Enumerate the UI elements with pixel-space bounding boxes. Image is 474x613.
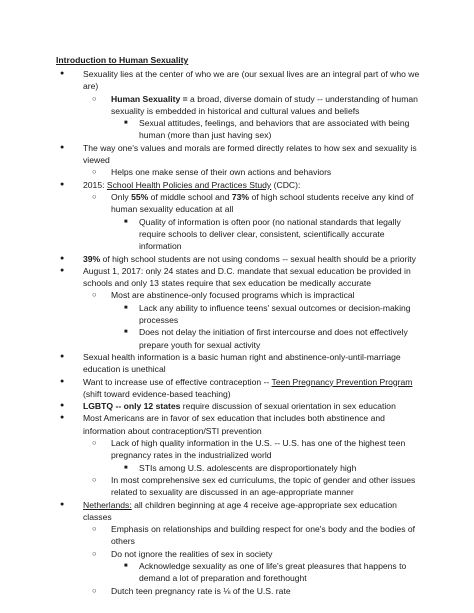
- text-run: all children beginning at age 4 receive age-appropriate sex education: [131, 499, 397, 510]
- list-item-text: [83, 400, 396, 412]
- text-run: The way one's values and morals are formed directly relates to how sex and sexuality is: [83, 142, 417, 153]
- text-line: [83, 265, 411, 277]
- hollow-circle-bullet-icon: ○: [92, 585, 97, 595]
- filled-circle-bullet-icon: ●: [60, 352, 65, 360]
- list-item-text: [111, 474, 415, 499]
- square-bullet-icon: ■: [124, 304, 128, 311]
- text-run: Only: [111, 192, 132, 202]
- hollow-circle-bullet-icon: ○: [92, 438, 97, 447]
- filled-circle-bullet-icon: ●: [60, 143, 65, 151]
- hollow-circle-bullet-icon: ○: [92, 524, 97, 534]
- text-line: [139, 560, 406, 572]
- list-item-text: [111, 437, 405, 462]
- text-line: [111, 437, 405, 449]
- text-line: [83, 253, 416, 265]
- square-bullet-icon: ■: [124, 464, 128, 471]
- text-line: [111, 523, 415, 535]
- text-line: [83, 179, 300, 191]
- text-run: of high school students receive any kind of: [249, 192, 414, 202]
- list-item-text: [83, 351, 401, 376]
- text-line: [83, 154, 417, 166]
- text-line: [139, 228, 401, 240]
- text-line: [83, 142, 417, 154]
- list-item-text: [139, 326, 408, 351]
- list-item-text: [83, 253, 416, 265]
- text-line: [111, 585, 291, 597]
- text-run: human sexuality education at all: [111, 204, 234, 215]
- list-item-text: [111, 93, 418, 118]
- text-line: [83, 351, 401, 363]
- text-line: [111, 289, 355, 301]
- text-line: [139, 302, 411, 314]
- text-run: Most are abstinence-only focused programs which is impractical: [111, 290, 355, 301]
- list-item-text: [83, 179, 300, 191]
- text-line: [83, 363, 401, 375]
- text-line: [83, 425, 385, 437]
- text-line: [83, 400, 396, 412]
- text-line: [111, 548, 272, 560]
- text-run: (CDC):: [271, 179, 301, 190]
- list-item-text: [83, 142, 417, 167]
- filled-circle-bullet-icon: ●: [60, 377, 65, 385]
- text-line: [139, 117, 409, 129]
- text-line: [83, 277, 411, 289]
- hollow-circle-bullet-icon: ○: [92, 474, 97, 484]
- text-run: sexuality is embedded in historical and cultural values and beliefs: [111, 105, 360, 116]
- text-run: pregnancy rates in the industrialized world: [111, 450, 272, 461]
- text-run: Want to increase use of effective contraception --: [83, 376, 272, 387]
- list-item-text: [111, 585, 291, 597]
- hollow-circle-bullet-icon: ○: [92, 290, 97, 300]
- list-item-text: [83, 412, 385, 437]
- text-run: related to sexuality are discussed in an age-appropriate manner: [111, 487, 354, 498]
- list-item-text: [83, 68, 419, 93]
- list-item-text: [111, 289, 355, 301]
- filled-circle-bullet-icon: ●: [60, 70, 65, 77]
- text-line: [111, 535, 415, 547]
- text-run: of middle school and: [148, 192, 232, 202]
- text-line: [83, 376, 412, 388]
- square-bullet-icon: ■: [124, 329, 128, 336]
- text-run: Emphasis on relationships and building respect for one's body and the bodies of: [111, 524, 416, 535]
- text-run: Sexuality lies at the center of who we are (our sexual lives are an integral part of who we: [83, 69, 420, 79]
- text-run: Most Americans are in favor of sex education that includes both abstinence and: [83, 413, 385, 424]
- underlined-text: Netherlands:: [83, 499, 132, 510]
- text-run: a broad, diverse domain of study -- understanding of human: [187, 93, 418, 104]
- text-line: [139, 314, 411, 326]
- text-line: [139, 462, 356, 474]
- text-line: [111, 474, 415, 486]
- text-run: Sexual attitudes, feelings, and behaviors that are associated with being: [139, 118, 410, 129]
- hollow-circle-bullet-icon: ○: [92, 167, 97, 177]
- text-run: August 1, 2017: only 24 states and D.C. mandate that sexual education be provided in: [83, 265, 411, 276]
- filled-circle-bullet-icon: ●: [60, 414, 65, 422]
- text-run: (shift toward evidence-based teaching): [83, 388, 231, 399]
- text-run: Quality of information is often poor (no national standards that legally: [139, 216, 401, 227]
- text-run: Sexual health information is a basic human right and abstinence-only-until-marriage: [83, 351, 401, 362]
- text-line: [111, 486, 415, 498]
- underlined-link-text: School Health Policies and Practices Study: [106, 179, 272, 190]
- filled-circle-bullet-icon: ●: [60, 180, 65, 188]
- text-run: Lack of high quality information in the U.S. -- U.S. has one of the highest teen: [111, 438, 406, 448]
- text-line: [83, 80, 419, 92]
- filled-circle-bullet-icon: ●: [60, 500, 65, 508]
- text-line: [111, 105, 418, 117]
- text-line: [111, 449, 405, 461]
- hollow-circle-bullet-icon: ○: [92, 192, 97, 201]
- text-line: [139, 240, 401, 252]
- filled-circle-bullet-icon: ●: [60, 254, 65, 262]
- bold-text: LGBTQ -- only 12 states: [83, 401, 181, 412]
- text-run: Do not ignore the realities of sex in society: [111, 548, 273, 559]
- list-item-text: [111, 166, 331, 178]
- square-bullet-icon: ■: [124, 120, 128, 127]
- text-run: human (more than just having sex): [139, 130, 272, 141]
- text-run: schools and only 13 states require that sex education be medically accurate: [83, 278, 372, 289]
- text-run: Acknowledge sexuality as one of life's great pleasures that happens to: [139, 561, 407, 571]
- square-bullet-icon: ■: [124, 563, 128, 569]
- text-run: viewed: [83, 155, 110, 166]
- list-item-text: [111, 523, 415, 548]
- text-run: Helps one make sense of their own actions and behaviors: [111, 167, 332, 178]
- list-item-text: [139, 560, 406, 585]
- bold-text: Human Sexuality =: [111, 93, 188, 104]
- hollow-circle-bullet-icon: ○: [92, 548, 97, 558]
- text-run: demand a lot of preparation and forethought: [139, 573, 307, 584]
- hollow-circle-bullet-icon: ○: [92, 93, 97, 103]
- filled-circle-bullet-icon: ●: [60, 402, 65, 410]
- text-run: others: [111, 536, 135, 547]
- list-item-text: [83, 499, 397, 524]
- text-line: [139, 326, 408, 338]
- text-line: [111, 166, 331, 178]
- list-item-text: [139, 302, 411, 327]
- bold-text: 73%: [231, 192, 250, 202]
- text-run: require schools to deliver clear, consistent, scientifically accurate: [139, 228, 385, 239]
- text-line: [111, 93, 418, 105]
- text-run: education is unethical: [83, 364, 166, 375]
- text-line: [111, 191, 413, 203]
- text-line: [83, 511, 397, 523]
- square-bullet-icon: ■: [124, 218, 128, 225]
- document-title: Introduction to Human Sexuality: [56, 55, 189, 65]
- list-item-text: [83, 376, 412, 401]
- bold-text: 55%: [131, 192, 149, 202]
- text-run: are): [83, 81, 99, 92]
- list-item-text: [139, 462, 356, 474]
- text-run: STIs among U.S. adolescents are disproportionately high: [139, 462, 357, 473]
- text-line: [139, 572, 406, 584]
- text-line: [139, 339, 408, 351]
- text-run: information: [139, 241, 182, 252]
- bold-text: 39%: [83, 253, 101, 264]
- text-run: Dutch teen pregnancy rate is ⅛ of the U.S. rate: [111, 585, 291, 596]
- list-item-text: [83, 265, 411, 290]
- list-item-text: [111, 191, 413, 216]
- text-run: Lack any ability to influence teens' sexual outcomes or decision-making: [139, 302, 411, 313]
- list-item-text: [139, 216, 401, 253]
- text-line: [139, 216, 401, 228]
- text-run: classes: [83, 511, 112, 522]
- text-run: prepare youth for sexual activity: [139, 339, 261, 350]
- text-run: of high school students are not using condoms -- sexual health should be a priority: [100, 253, 416, 264]
- underlined-link-text: Teen Pregnancy Prevention Program: [271, 376, 413, 387]
- text-line: [139, 129, 409, 141]
- list-item-text: [111, 548, 272, 560]
- text-run: information about contraception/STI prevention: [83, 425, 262, 436]
- text-line: [111, 203, 413, 215]
- text-run: In most comprehensive sex ed curriculums, the topic of gender and other issues: [111, 474, 416, 485]
- list-item-text: [139, 117, 409, 142]
- text-line: [83, 412, 385, 424]
- text-run: 2015:: [83, 179, 107, 190]
- text-line: [83, 499, 397, 511]
- text-run: require discussion of sexual orientation in sex education: [180, 401, 396, 412]
- text-line: [83, 388, 412, 400]
- filled-circle-bullet-icon: ●: [60, 266, 65, 274]
- text-run: processes: [139, 314, 179, 325]
- text-run: Does not delay the initiation of first intercourse and does not effectively: [139, 327, 408, 338]
- text-line: [83, 68, 419, 80]
